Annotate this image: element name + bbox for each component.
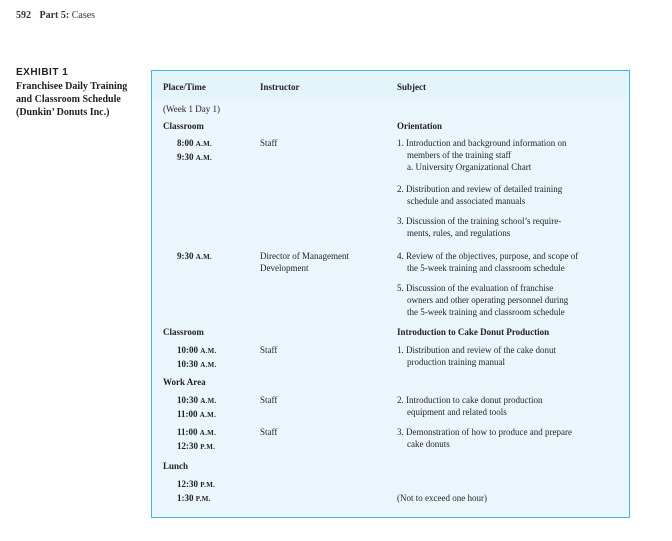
time-start: 8:00 A.M.: [177, 138, 213, 148]
caption-line: and Classroom Schedule: [16, 94, 121, 105]
table-body: [152, 98, 629, 517]
section-place: Lunch: [163, 461, 189, 471]
exhibit-caption: [16, 80, 144, 119]
instructor: Staff: [260, 395, 278, 405]
caption-line: Franchisee Daily Training: [16, 81, 128, 92]
caption-line: (Dunkin’ Donuts Inc.): [16, 107, 110, 118]
lunch-note: (Not to exceed one hour): [397, 493, 487, 503]
page-number: 592: [16, 10, 31, 21]
time-start: 10:00 A.M.: [177, 345, 217, 355]
subject-item-2: 2. Introduction to cake donut production equipment and related tools: [397, 395, 543, 417]
section-place: Classroom: [163, 121, 204, 131]
part-label: Part 5:: [39, 10, 70, 21]
subject-item-2: 2. Distribution and review of detailed training schedule and associated manuals: [397, 184, 563, 206]
time-start: 11:00 A.M.: [177, 427, 217, 437]
page-header: [16, 10, 95, 21]
section-subject-heading: Introduction to Cake Donut Production: [397, 327, 550, 337]
time-end: 1:30 P.M.: [177, 493, 211, 503]
schedule-table: [151, 70, 630, 518]
subject-item-1: 1. Distribution and review of the cake donut production training manual: [397, 345, 556, 367]
section-place: Work Area: [163, 377, 206, 387]
instructor: Staff: [260, 427, 278, 437]
section-place: Classroom: [163, 327, 204, 337]
table-header: [152, 71, 629, 99]
time-end: 10:30 A.M.: [177, 359, 217, 369]
exhibit-caption-block: [16, 67, 144, 119]
subject-item-5: 5. Discussion of the evaluation of franchise owners and other operating personnel during the 5-week training and classroom schedule: [397, 283, 569, 317]
column-header-subject: Subject: [397, 82, 426, 92]
week-day-label: (Week 1 Day 1): [163, 104, 221, 114]
exhibit-label: EXHIBIT 1: [16, 67, 69, 78]
subject-item-3: 3. Demonstration of how to produce and prepare cake donuts: [397, 427, 572, 449]
time-start: 9:30 A.M.: [177, 251, 213, 261]
time-end: 9:30 A.M.: [177, 152, 213, 162]
time-end: 11:00 A.M.: [177, 409, 217, 419]
time-end: 12:30 P.M.: [177, 441, 216, 451]
instructor: Director of Management Development: [260, 251, 349, 273]
time-start: 12:30 P.M.: [177, 479, 216, 489]
instructor: Staff: [260, 345, 278, 355]
time-start: 10:30 A.M.: [177, 395, 217, 405]
instructor: Staff: [260, 138, 278, 148]
column-header-instructor: Instructor: [260, 82, 300, 92]
subject-item-1: 1. Introduction and background information on members of the training staff a. University Organizational Chart: [397, 138, 567, 172]
part-title: Cases: [71, 10, 96, 21]
column-header-place-time: Place/Time: [163, 82, 206, 92]
subject-item-4: 4. Review of the objectives, purpose, and scope of the 5-week training and classroom schedule: [397, 251, 579, 273]
section-subject-heading: Orientation: [397, 121, 442, 131]
subject-item-3: 3. Discussion of the training school’s require- ments, rules, and regulations: [397, 216, 562, 238]
